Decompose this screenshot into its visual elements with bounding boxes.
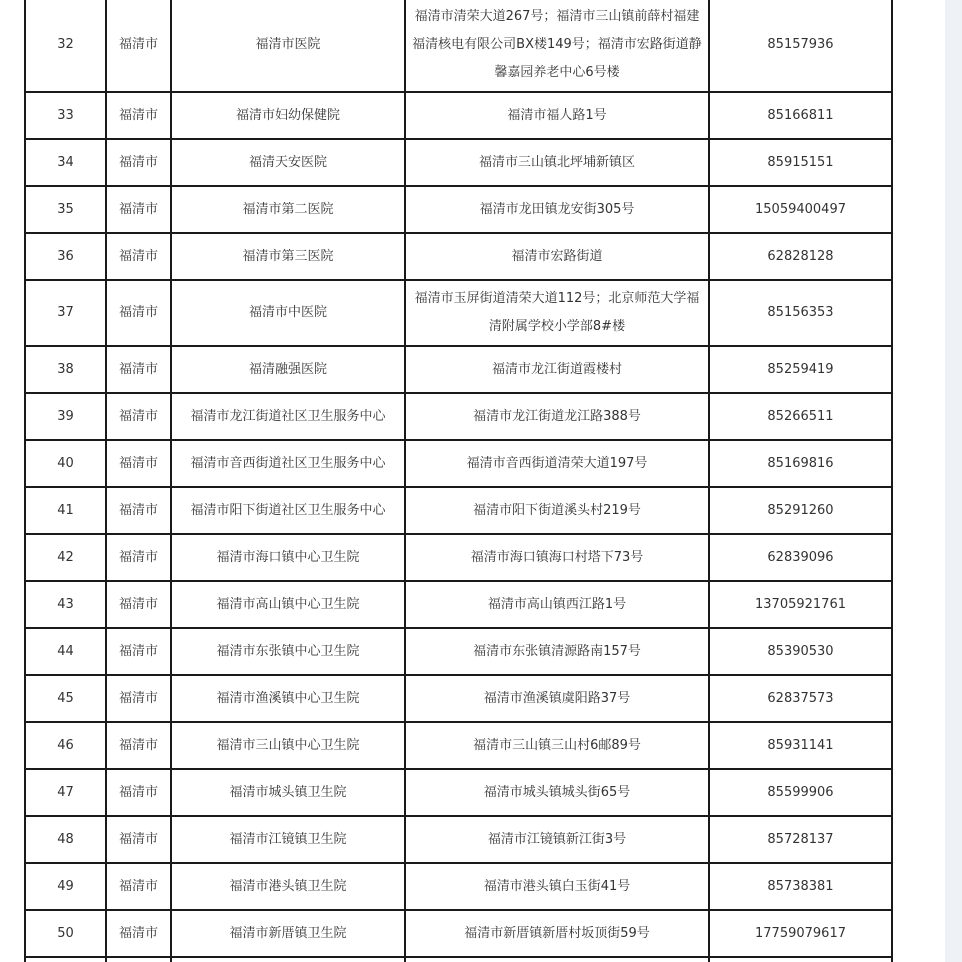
city-cell: 福清市 [106,280,171,346]
table-row [25,487,892,534]
phone-cell: 62837573 [709,675,892,722]
phone-cell: 85728137 [709,816,892,863]
empty-cell [106,957,171,962]
phone-cell: 15059400497 [709,186,892,233]
phone-cell: 85166811 [709,92,892,139]
address-cell: 福清市龙江街道霞楼村 [405,346,709,393]
phone-cell: 85259419 [709,346,892,393]
city-cell: 福清市 [106,186,171,233]
address-cell: 福清市福人路1号 [405,92,709,139]
table-row [25,393,892,440]
row-number-cell: 43 [25,581,106,628]
phone-cell: 85291260 [709,487,892,534]
row-number-cell: 33 [25,92,106,139]
row-number-cell: 50 [25,910,106,957]
city-cell: 福清市 [106,346,171,393]
row-number-cell: 46 [25,722,106,769]
city-cell: 福清市 [106,675,171,722]
empty-cell [405,957,709,962]
city-cell: 福清市 [106,769,171,816]
empty-cell [709,957,892,962]
table-row [25,816,892,863]
table-row [25,280,892,346]
city-cell: 福清市 [106,863,171,910]
institution-name-cell: 福清市东张镇中心卫生院 [171,628,405,675]
phone-cell: 85266511 [709,393,892,440]
address-cell: 福清市三山镇三山村6邮89号 [405,722,709,769]
address-cell: 福清市龙江街道龙江路388号 [405,393,709,440]
city-cell: 福清市 [106,581,171,628]
table-row [25,440,892,487]
city-cell: 福清市 [106,722,171,769]
row-number-cell: 32 [25,0,106,92]
phone-cell: 85156353 [709,280,892,346]
address-cell: 福清市城头镇城头街65号 [405,769,709,816]
table-row [25,675,892,722]
address-cell: 福清市港头镇白玉街41号 [405,863,709,910]
table-row [25,92,892,139]
row-number-cell: 44 [25,628,106,675]
phone-cell: 17759079617 [709,910,892,957]
phone-cell: 85915151 [709,139,892,186]
row-number-cell: 42 [25,534,106,581]
table-row [25,910,892,957]
phone-cell: 85931141 [709,722,892,769]
institution-name-cell: 福清市医院 [171,0,405,92]
institution-name-cell: 福清市城头镇卫生院 [171,769,405,816]
institution-name-cell: 福清市渔溪镇中心卫生院 [171,675,405,722]
institution-name-cell: 福清市阳下街道社区卫生服务中心 [171,487,405,534]
institution-name-cell: 福清天安医院 [171,139,405,186]
row-number-cell: 34 [25,139,106,186]
phone-cell: 85599906 [709,769,892,816]
address-cell: 福清市江镜镇新江街3号 [405,816,709,863]
phone-cell: 62828128 [709,233,892,280]
table-row [25,628,892,675]
empty-cell [25,957,106,962]
city-cell: 福清市 [106,534,171,581]
phone-cell: 85390530 [709,628,892,675]
address-cell: 福清市三山镇北坪埔新镇区 [405,139,709,186]
city-cell: 福清市 [106,816,171,863]
institution-name-cell: 福清市妇幼保健院 [171,92,405,139]
row-number-cell: 37 [25,280,106,346]
city-cell: 福清市 [106,0,171,92]
address-cell: 福清市音西街道清荣大道197号 [405,440,709,487]
institution-name-cell: 福清市高山镇中心卫生院 [171,581,405,628]
institution-name-cell: 福清市江镜镇卫生院 [171,816,405,863]
institution-name-cell: 福清市第三医院 [171,233,405,280]
city-cell: 福清市 [106,910,171,957]
city-cell: 福清市 [106,92,171,139]
institution-name-cell: 福清市海口镇中心卫生院 [171,534,405,581]
city-cell: 福清市 [106,233,171,280]
row-number-cell: 41 [25,487,106,534]
address-cell: 福清市龙田镇龙安街305号 [405,186,709,233]
institution-name-cell: 福清市第二医院 [171,186,405,233]
institution-name-cell: 福清市中医院 [171,280,405,346]
address-cell: 福清市玉屏街道清荣大道112号；北京师范大学福清附属学校小学部8#楼 [405,280,709,346]
institution-name-cell: 福清市龙江街道社区卫生服务中心 [171,393,405,440]
institution-name-cell: 福清市三山镇中心卫生院 [171,722,405,769]
row-number-cell: 48 [25,816,106,863]
address-cell: 福清市阳下街道溪头村219号 [405,487,709,534]
row-number-cell: 45 [25,675,106,722]
table-body [25,0,892,962]
table-row [25,769,892,816]
address-cell: 福清市新厝镇新厝村坂顶街59号 [405,910,709,957]
institution-name-cell: 福清市港头镇卫生院 [171,863,405,910]
row-number-cell: 47 [25,769,106,816]
address-cell: 福清市清荣大道267号；福清市三山镇前薛村福建福清核电有限公司BX楼149号；福清市宏路街道静馨嘉园养老中心6号楼 [405,0,709,92]
phone-cell: 62839096 [709,534,892,581]
address-cell: 福清市海口镇海口村塔下73号 [405,534,709,581]
institution-name-cell: 福清市音西街道社区卫生服务中心 [171,440,405,487]
address-cell: 福清市高山镇西江路1号 [405,581,709,628]
institution-name-cell: 福清融强医院 [171,346,405,393]
table-row-partial [25,957,892,962]
address-cell: 福清市宏路街道 [405,233,709,280]
table-row [25,233,892,280]
phone-cell: 85157936 [709,0,892,92]
row-number-cell: 36 [25,233,106,280]
city-cell: 福清市 [106,628,171,675]
table-row [25,0,892,92]
phone-cell: 13705921761 [709,581,892,628]
phone-cell: 85169816 [709,440,892,487]
table-row [25,722,892,769]
phone-cell: 85738381 [709,863,892,910]
row-number-cell: 38 [25,346,106,393]
row-number-cell: 35 [25,186,106,233]
table-row [25,863,892,910]
table-row [25,534,892,581]
address-cell: 福清市渔溪镇虞阳路37号 [405,675,709,722]
address-cell: 福清市东张镇清源路南157号 [405,628,709,675]
table-row [25,581,892,628]
city-cell: 福清市 [106,487,171,534]
city-cell: 福清市 [106,393,171,440]
row-number-cell: 49 [25,863,106,910]
scrollbar-track[interactable] [945,0,962,962]
row-number-cell: 40 [25,440,106,487]
table-row [25,346,892,393]
city-cell: 福清市 [106,440,171,487]
table-row [25,139,892,186]
city-cell: 福清市 [106,139,171,186]
table-row [25,186,892,233]
institution-name-cell: 福清市新厝镇卫生院 [171,910,405,957]
hospital-table [24,0,893,962]
empty-cell [171,957,405,962]
row-number-cell: 39 [25,393,106,440]
